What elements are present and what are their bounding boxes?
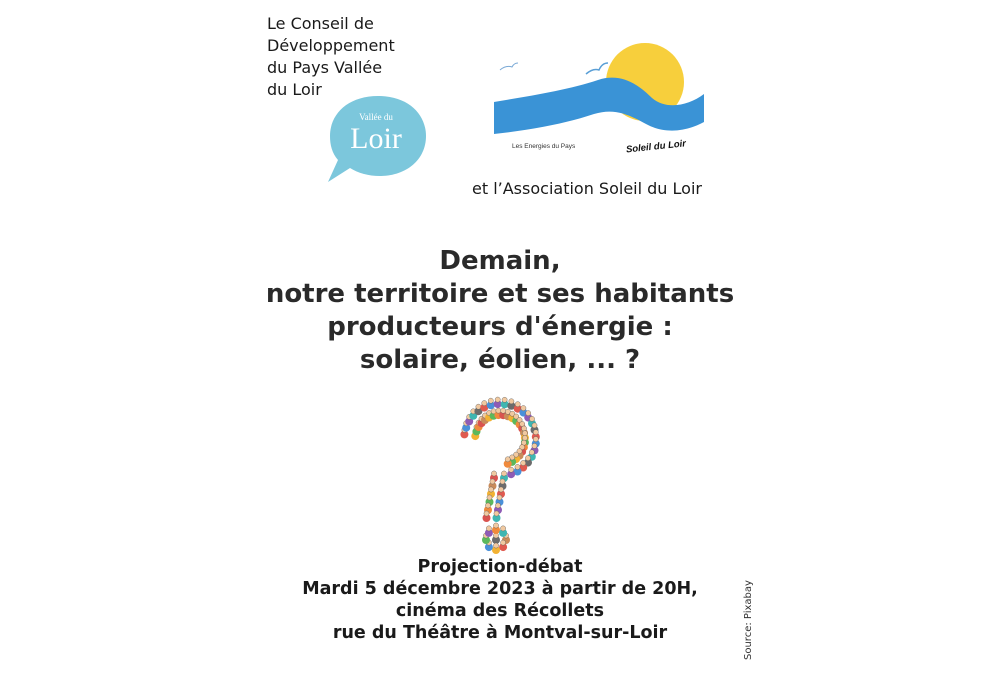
person-dot-head	[533, 430, 538, 435]
person-dot-head	[505, 457, 510, 462]
council-line-4: du Loir	[267, 80, 322, 99]
person-dot-head	[522, 435, 527, 440]
headline-line-1: Demain,	[439, 246, 561, 276]
person-dot-head	[526, 411, 531, 416]
event-venue: cinéma des Récollets	[395, 601, 605, 621]
logo-loir-big-text: Loir	[350, 122, 402, 155]
bird-icon	[586, 63, 608, 74]
question-mark-people-dots	[460, 397, 539, 554]
source-credit: Source: Pixabay	[743, 580, 754, 660]
vallee-du-loir-logo	[322, 92, 430, 186]
event-type: Projection-débat	[417, 557, 583, 577]
council-line-2: Développement	[267, 36, 395, 55]
soleil-du-loir-logo	[490, 30, 705, 158]
person-dot-head	[509, 399, 514, 404]
person-dot-head	[493, 523, 498, 528]
council-line-1: Le Conseil de	[267, 14, 374, 33]
person-dot-head	[484, 511, 489, 516]
person-dot-head	[525, 456, 530, 461]
person-dot-head	[515, 464, 520, 469]
person-dot-head	[515, 402, 520, 407]
soleil-name: Soleil du Loir	[625, 138, 687, 156]
person-dot-head	[521, 460, 526, 465]
person-dot-head	[529, 416, 534, 421]
person-dot-head	[491, 471, 496, 476]
person-dot-head	[532, 423, 537, 428]
person-dot-head	[501, 408, 506, 413]
person-dot-head	[529, 450, 534, 455]
headline-line-2: notre territoire et ses habitants	[265, 279, 735, 309]
person-dot-head	[497, 495, 502, 500]
person-dot-head	[521, 426, 526, 431]
person-dot-head	[493, 543, 498, 548]
person-dot-head	[486, 526, 491, 531]
council-text	[267, 13, 487, 101]
person-dot-head	[485, 503, 490, 508]
person-dot-head	[494, 511, 499, 516]
person-dot-head	[532, 443, 537, 448]
person-dot-head	[490, 479, 495, 484]
person-dot-head	[487, 495, 492, 500]
person-dot-head	[496, 408, 501, 413]
person-dot-head	[533, 437, 538, 442]
person-dot-head	[498, 487, 503, 492]
headline	[0, 245, 1000, 377]
person-dot-head	[488, 398, 493, 403]
person-dot-head	[501, 526, 506, 531]
person-dot-head	[501, 471, 506, 476]
person-dot-head	[488, 487, 493, 492]
person-dot-head	[495, 397, 500, 402]
soleil-tagline: Les Energies du Pays	[512, 143, 576, 150]
person-dot-head	[501, 540, 506, 545]
person-dot-head	[482, 401, 487, 406]
council-line-3: du Pays Vallée	[267, 58, 383, 77]
person-dot-head	[502, 397, 507, 402]
small-bird-icon	[500, 63, 518, 70]
event-address: rue du Théâtre à Montval-sur-Loir	[332, 623, 668, 643]
event-date: Mardi 5 décembre 2023 à partir de 20H,	[302, 579, 698, 599]
person-dot-head	[495, 503, 500, 508]
headline-line-3: producteurs d'énergie :	[327, 312, 673, 342]
headline-line-4: solaire, éolien, ... ?	[359, 345, 641, 375]
logo-loir-small-text: Vallée du	[359, 112, 393, 122]
person-dot-head	[522, 431, 527, 436]
person-dot-head	[500, 479, 505, 484]
people-question-mark-illustration	[444, 387, 556, 555]
person-dot-head	[509, 467, 514, 472]
person-dot-head	[476, 404, 481, 409]
association-text: et l’Association Soleil du Loir	[472, 179, 702, 198]
event-info	[0, 556, 1000, 644]
person-dot-head	[521, 406, 526, 411]
